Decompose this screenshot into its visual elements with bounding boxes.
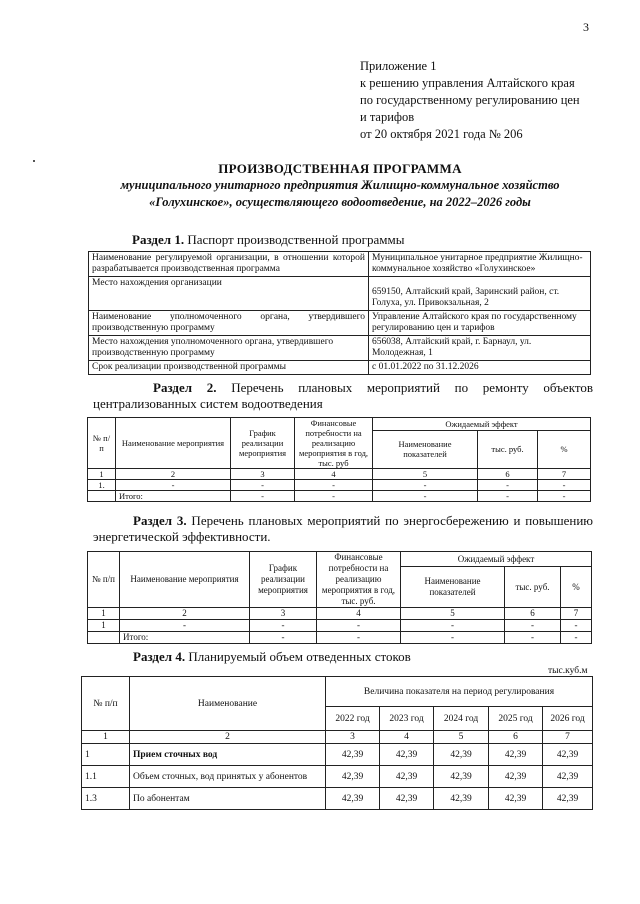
table-cell: - [250,632,317,644]
table-row [89,361,591,375]
table-cell: 1 [88,620,120,632]
table-cell: с 01.01.2022 по 31.12.2026 [369,361,591,375]
table-cell: 42,39 [326,744,380,766]
section-text: Планируемый объем отведенных стоков [185,649,411,664]
document-title [60,160,620,211]
table-cell: Муниципальное унитарное предприятие Жилищно-коммунальное хозяйство «Голухинское» [369,252,591,277]
table-cell: - [231,491,295,502]
table-header-row [82,677,593,707]
table-cell: 42,39 [543,766,593,788]
table-cell: 4 [295,469,373,480]
section4-heading [133,649,411,665]
table-cell: - [478,491,538,502]
table-cell: 42,39 [489,766,543,788]
table-row [82,731,593,744]
year-header: 2023 год [380,707,434,731]
table-cell: - [538,480,591,491]
table-cell: 7 [543,731,593,744]
table-cell: 5 [434,731,489,744]
table-cell: - [505,632,561,644]
table-cell: Срок реализации производственной программы [89,361,369,375]
annex-line: от 20 октября 2021 года № 206 [360,127,523,141]
col-percent-header: % [561,567,592,608]
col-schedule-header: График реализации мероприятия [231,418,295,469]
table-cell: 5 [373,469,478,480]
section-label: Раздел 4. [133,649,186,664]
table-cell: 1 [82,744,130,766]
table-cell: - [401,632,505,644]
table-cell: 42,39 [434,788,489,810]
table-cell: - [561,620,592,632]
table-cell: - [538,491,591,502]
table-row [88,608,592,620]
table-cell: Наименование уполномоченного органа, утвердившего производственную программу [89,311,369,336]
col-percent-header: % [538,430,591,468]
table-cell: 6 [478,469,538,480]
scan-speck [33,160,35,162]
table-cell: 42,39 [543,744,593,766]
table-header-row [88,418,591,431]
section-text: Перечень плановых мероприятий по ремонту объектов централизованных систем водоотведения [93,380,593,411]
table-cell: Место нахождения уполномоченного органа, утвердившего производственную программу [89,336,369,361]
table-cell: 42,39 [380,788,434,810]
table-cell [88,632,120,644]
col-thousand-header: тыс. руб. [478,430,538,468]
table-cell: Итого: [116,491,231,502]
col-thousand-header: тыс. руб. [505,567,561,608]
table-cell: - [373,480,478,491]
table-row [89,336,591,361]
col-name-header: Наименование мероприятия [120,552,250,608]
table-cell: Прием сточных вод [130,744,326,766]
col-finance-header: Финансовые потребности на реализацию мероприятия в год, тыс. руб [295,418,373,469]
table-cell: 6 [505,608,561,620]
table-cell: - [250,620,317,632]
table-total-row [88,491,591,502]
table-cell: 1. [88,480,116,491]
table-cell: 42,39 [434,744,489,766]
table-header-row [88,552,592,567]
table-row [82,788,593,810]
col-num-header: № п/п [88,418,116,469]
section-label: Раздел 3. [133,513,187,528]
annex-block [360,58,580,143]
col-indicator-header: Наименование показателей [401,567,505,608]
table-cell: - [231,480,295,491]
section-text: Паспорт производственной программы [184,232,405,247]
table-cell: 2 [120,608,250,620]
table-cell: 42,39 [380,766,434,788]
table-cell: 42,39 [489,744,543,766]
table-cell: - [401,620,505,632]
table-cell: 2 [130,731,326,744]
table-cell: - [373,491,478,502]
table-cell: - [478,480,538,491]
passport-table [88,251,591,375]
table-cell: По абонентам [130,788,326,810]
table-cell: 1 [88,469,116,480]
table-cell: 3 [250,608,317,620]
year-header: 2026 год [543,707,593,731]
title-line: «Голухинское», осуществляющего водоотведение, на 2022–2026 годы [149,195,531,209]
table-total-row [88,632,592,644]
repair-measures-table [87,417,591,502]
col-indicator-header: Наименование показателей [373,430,478,468]
table-cell: 6 [489,731,543,744]
table-cell: 3 [231,469,295,480]
table-cell: 1 [88,608,120,620]
col-effect-header: Ожидаемый эффект [373,418,591,431]
table-row [89,311,591,336]
table-cell: Наименование регулируемой организации, в отношении которой разрабатывается производственная программа [89,252,369,277]
page-number: 3 [583,20,589,34]
energy-measures-table [87,551,592,644]
table-cell: Управление Алтайского края по государственному регулированию цен и тарифов [369,311,591,336]
table-cell: - [561,632,592,644]
table-row [82,766,593,788]
table-cell: 7 [538,469,591,480]
table-cell: 4 [317,608,401,620]
table-cell: 7 [561,608,592,620]
annex-line: Приложение 1 [360,59,437,73]
col-schedule-header: График реализации мероприятия [250,552,317,608]
table-cell: 1.1 [82,766,130,788]
table-cell: - [120,620,250,632]
table-cell: 1.3 [82,788,130,810]
section-label: Раздел 2. [153,380,217,395]
table-cell: 42,39 [326,788,380,810]
table-cell: 3 [326,731,380,744]
table-cell: - [317,620,401,632]
col-period-header: Величина показателя на период регулирования [326,677,593,707]
table-row [89,277,591,311]
section-text: Перечень плановых мероприятий по энергосбережению и повышению энергетической эффективности. [93,513,593,544]
section-label: Раздел 1. [132,232,185,247]
table-cell: 5 [401,608,505,620]
table-cell: 42,39 [434,766,489,788]
table-cell: Итого: [120,632,250,644]
wastewater-volume-table [81,676,593,810]
col-effect-header: Ожидаемый эффект [401,552,592,567]
table-row [88,469,591,480]
table-row [88,620,592,632]
table-cell: - [116,480,231,491]
year-header: 2024 год [434,707,489,731]
table-cell: 2 [116,469,231,480]
col-finance-header: Финансовые потребности на реализацию мероприятия в год, тыс. руб. [317,552,401,608]
title-line: муниципального унитарного предприятия Жилищно-коммунальное хозяйство [120,178,560,192]
col-name-header: Наименование [130,677,326,731]
table-cell: - [295,491,373,502]
table-row [82,744,593,766]
table-cell: 42,39 [380,744,434,766]
table-cell: - [317,632,401,644]
table-row [89,252,591,277]
table-cell [88,491,116,502]
table-cell: - [295,480,373,491]
table-cell: 659150, Алтайский край, Заринский район, ст. Голуха, ул. Привокзальная, 2 [369,277,591,311]
title-main: ПРОИЗВОДСТВЕННАЯ ПРОГРАММА [218,161,462,176]
annex-line: и тарифов [360,110,415,124]
col-num-header: № п/п [88,552,120,608]
annex-line: к решению управления Алтайского края [360,76,575,90]
section3-heading [93,513,593,545]
year-header: 2022 год [326,707,380,731]
table-cell: - [505,620,561,632]
annex-line: по государственному регулированию цен [360,93,580,107]
table-cell: 42,39 [543,788,593,810]
table-cell: 4 [380,731,434,744]
table-cell: 656038, Алтайский край, г. Барнаул, ул. Молодежная, 1 [369,336,591,361]
year-header: 2025 год [489,707,543,731]
section1-heading [132,232,404,248]
col-num-header: № п/п [82,677,130,731]
table-cell: 42,39 [489,788,543,810]
table-cell: Место нахождения организации [89,277,369,311]
unit-label: тыс.куб.м [548,666,588,676]
table-cell: 1 [82,731,130,744]
table-cell: 42,39 [326,766,380,788]
section2-heading [93,380,593,412]
table-row [88,480,591,491]
col-name-header: Наименование мероприятия [116,418,231,469]
table-cell: Объем сточных, вод принятых у абонентов [130,766,326,788]
